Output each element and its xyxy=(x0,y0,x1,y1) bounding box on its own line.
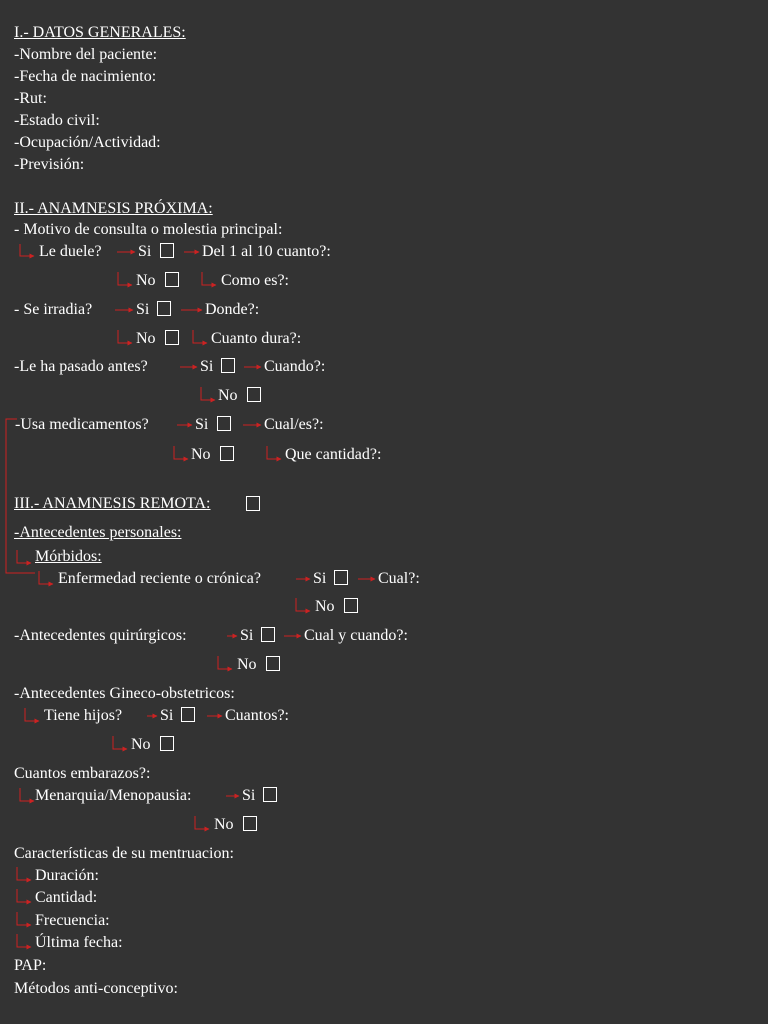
label-cuales: Cual/es?: xyxy=(264,416,324,433)
label-se-irradia: - Se irradia? xyxy=(14,301,93,318)
label-gineco: -Antecedentes Gineco-obstetricos: xyxy=(14,685,235,702)
arrow-corner xyxy=(118,330,132,343)
arrow-corner xyxy=(17,934,31,947)
label-rut: -Rut: xyxy=(14,90,47,107)
arrow-corner xyxy=(296,598,310,611)
se-irradia-no-label: No xyxy=(136,330,156,347)
label-nombre: -Nombre del paciente: xyxy=(14,46,158,63)
menarquia-si-label: Si xyxy=(242,787,256,804)
arrow-corner xyxy=(195,816,209,829)
enfermedad-no-label: No xyxy=(315,598,335,615)
arrow-corner xyxy=(25,708,39,721)
tiene-hijos-si-label: Si xyxy=(160,707,174,724)
label-donde: Donde?: xyxy=(205,301,260,318)
arrow-corner xyxy=(17,550,31,563)
le-duele-no-checkbox[interactable] xyxy=(165,272,179,287)
label-usa-medicamentos: -Usa medicamentos? xyxy=(15,416,149,433)
label-pap: PAP: xyxy=(14,957,47,974)
le-duele-si-checkbox[interactable] xyxy=(160,243,174,258)
section-3-heading: III.- ANAMNESIS REMOTA: xyxy=(14,495,211,512)
usa-medicamentos-no-checkbox[interactable] xyxy=(220,446,234,461)
label-cuando: Cuando?: xyxy=(264,358,326,375)
label-motivo: - Motivo de consulta o molestia principal: xyxy=(14,221,283,238)
label-enfermedad: Enfermedad reciente o crónica? xyxy=(58,570,261,587)
se-irradia-no-checkbox[interactable] xyxy=(165,330,179,345)
usa-medicamentos-no-label: No xyxy=(191,446,211,463)
label-ultima-fecha: Última fecha: xyxy=(35,934,123,951)
label-cantidad: Cantidad: xyxy=(35,889,98,906)
enfermedad-si-checkbox[interactable] xyxy=(334,570,348,585)
arrow-corner xyxy=(113,736,127,749)
enfermedad-no-checkbox[interactable] xyxy=(344,598,358,613)
quirurgicos-si-label: Si xyxy=(240,627,254,644)
label-tiene-hijos: Tiene hijos? xyxy=(44,707,123,724)
enfermedad-si-label: Si xyxy=(313,570,327,587)
tiene-hijos-no-checkbox[interactable] xyxy=(160,736,174,751)
arrow-corner xyxy=(218,656,232,669)
label-quirurgicos: -Antecedentes quirúrgicos: xyxy=(14,627,187,644)
arrow-corner xyxy=(20,244,34,256)
arrow-corner xyxy=(202,272,216,285)
arrow-corner xyxy=(267,446,281,459)
label-cuantos: Cuantos?: xyxy=(225,707,289,724)
quirurgicos-si-checkbox[interactable] xyxy=(261,627,275,642)
label-cual-y-cuando: Cual y cuando?: xyxy=(304,627,408,644)
usa-medicamentos-si-label: Si xyxy=(195,416,209,433)
tiene-hijos-si-checkbox[interactable] xyxy=(181,707,195,722)
menarquia-si-checkbox[interactable] xyxy=(263,787,277,802)
arrow-corner xyxy=(17,912,31,925)
arrow-corner xyxy=(17,867,31,880)
se-irradia-si-checkbox[interactable] xyxy=(157,301,171,316)
le-duele-no-label: No xyxy=(136,272,156,289)
le-ha-pasado-no-checkbox[interactable] xyxy=(247,387,261,402)
le-duele-si-label: Si xyxy=(138,243,152,260)
label-caracteristicas: Características de su mentruacion: xyxy=(14,845,234,862)
quirurgicos-no-label: No xyxy=(237,656,257,673)
menarquia-no-label: No xyxy=(214,816,234,833)
arrow-corner xyxy=(17,889,31,902)
label-embarazos: Cuantos embarazos?: xyxy=(14,765,151,782)
tiene-hijos-no-label: No xyxy=(131,736,151,753)
label-cuanto-dura: Cuanto dura?: xyxy=(211,330,302,347)
label-antecedentes-personales: -Antecedentes personales: xyxy=(14,524,182,541)
menarquia-no-checkbox[interactable] xyxy=(243,816,257,831)
label-prevision: -Previsión: xyxy=(14,156,85,173)
label-metodos: Métodos anti-conceptivo: xyxy=(14,980,178,997)
usa-medicamentos-si-checkbox[interactable] xyxy=(217,416,231,431)
label-que-cantidad: Que cantidad?: xyxy=(285,446,382,463)
label-frecuencia: Frecuencia: xyxy=(35,912,110,929)
label-ocupacion: -Ocupación/Actividad: xyxy=(14,134,161,151)
arrow-corner xyxy=(174,446,188,459)
label-menarquia: Menarquia/Menopausia: xyxy=(35,787,192,804)
arrow-corner xyxy=(20,788,34,801)
label-duracion: Duración: xyxy=(35,867,99,884)
section-1-heading: I.- DATOS GENERALES: xyxy=(14,24,186,41)
le-ha-pasado-si-label: Si xyxy=(200,358,214,375)
arrow-corner xyxy=(118,272,132,285)
le-ha-pasado-si-checkbox[interactable] xyxy=(221,358,235,373)
arrow-corner xyxy=(201,387,215,400)
label-le-duele: Le duele? xyxy=(39,243,102,260)
arrow-corner xyxy=(39,571,53,584)
label-fecha-nacimiento: -Fecha de nacimiento: xyxy=(14,68,157,85)
quirurgicos-no-checkbox[interactable] xyxy=(266,656,280,671)
label-le-ha-pasado: -Le ha pasado antes? xyxy=(14,358,148,375)
arrow-corner xyxy=(193,330,207,343)
section-2-heading: II.- ANAMNESIS PRÓXIMA: xyxy=(14,200,213,217)
anamnesis-remota-checkbox[interactable] xyxy=(246,496,260,511)
label-morbidos: Mórbidos: xyxy=(35,548,102,565)
le-ha-pasado-no-label: No xyxy=(218,387,238,404)
label-cual: Cual?: xyxy=(378,570,420,587)
label-como-es: Como es?: xyxy=(221,272,289,289)
label-estado-civil: -Estado civil: xyxy=(14,112,100,129)
se-irradia-si-label: Si xyxy=(136,301,150,318)
label-del-1-al-10: Del 1 al 10 cuanto?: xyxy=(202,243,331,260)
